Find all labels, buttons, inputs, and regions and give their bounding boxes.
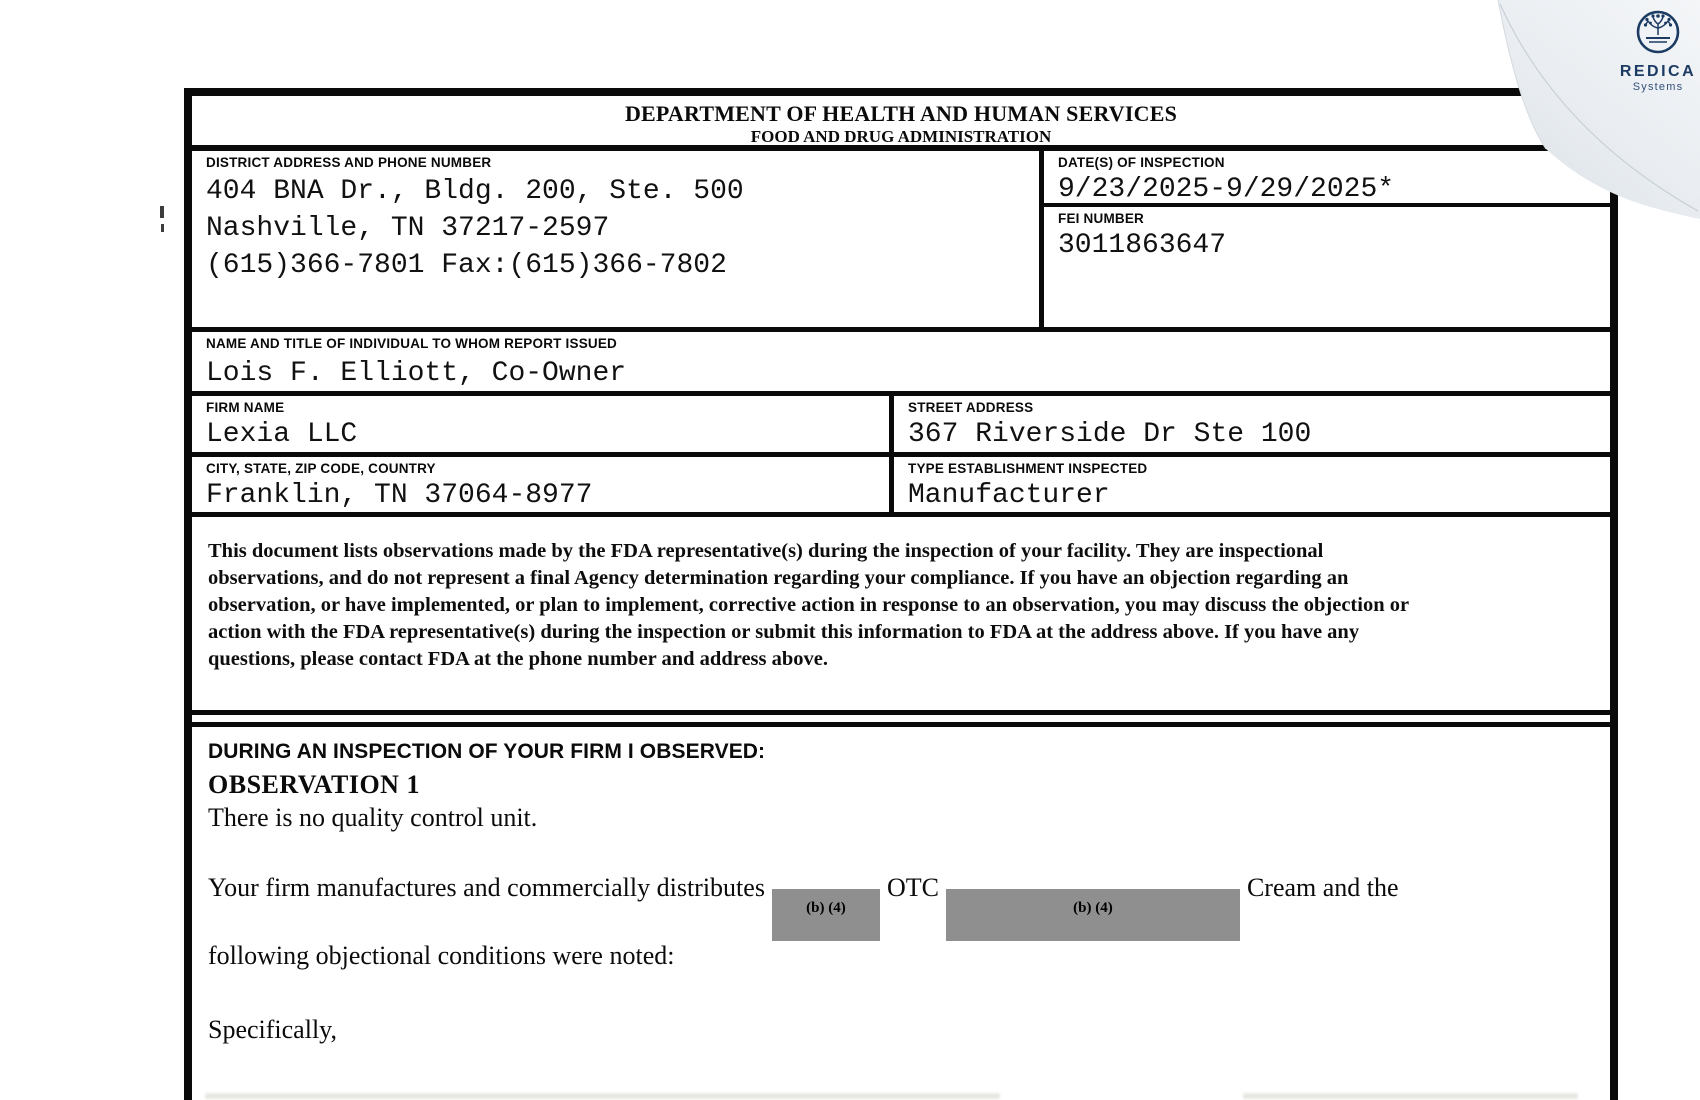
redica-wordmark: REDICA — [1619, 63, 1697, 80]
fei-number-value: 3011863647 — [1058, 230, 1227, 261]
notice-line: questions, please contact FDA at the phone number and address above. — [208, 648, 829, 670]
cropped-next-line — [1243, 1093, 1578, 1099]
notice-line: action with the FDA representative(s) during the inspection or submit this information to FDA at the address above. If you have any — [208, 621, 1360, 643]
issued-to-value: Lois F. Elliott, Co-Owner — [206, 358, 627, 389]
field-label: TYPE ESTABLISHMENT INSPECTED — [908, 461, 1148, 476]
body-text: OTC — [886, 873, 939, 902]
notice-line: This document lists observations made by the FDA representative(s) during the inspection of your facility. They are inspectional — [208, 540, 1324, 562]
field-label: FIRM NAME — [206, 400, 285, 415]
district-address-line: (615)366-7801 Fax:(615)366-7802 — [206, 250, 727, 281]
redaction-box — [772, 889, 880, 941]
observations-section — [192, 722, 1610, 1045]
sub-agency-title: FOOD AND DRUG ADMINISTRATION — [750, 127, 1052, 146]
observations-intro: DURING AN INSPECTION OF YOUR FIRM I OBSERVED: — [208, 740, 766, 763]
row-firm-street — [192, 396, 1610, 457]
establishment-type-cell — [894, 457, 1610, 512]
agency-title: DEPARTMENT OF HEALTH AND HUMAN SERVICES — [624, 101, 1178, 126]
redaction-box — [946, 889, 1240, 941]
district-address-line: 404 BNA Dr., Bldg. 200, Ste. 500 — [206, 176, 744, 207]
notice-line: observation, or have implemented, or plan to implement, corrective action in response to an observation, you may discuss the objection or — [208, 594, 1410, 616]
field-label: DISTRICT ADDRESS AND PHONE NUMBER — [206, 155, 492, 170]
observation-body-line: following objectional conditions were noted: — [208, 941, 675, 970]
issued-to-cell — [192, 332, 1610, 396]
district-address-cell — [192, 151, 1044, 327]
establishment-type-value: Manufacturer — [908, 480, 1110, 511]
field-label: DATE(S) OF INSPECTION — [1058, 155, 1225, 170]
inspectional-notice-paragraph — [192, 517, 1610, 715]
row-district-dates — [192, 151, 1610, 332]
observation-1-title: OBSERVATION 1 — [208, 770, 420, 799]
firm-name-cell — [192, 396, 894, 452]
section-divider-gap — [192, 715, 1610, 722]
redica-tree-icon — [1634, 8, 1682, 56]
scan-artifact — [160, 206, 164, 218]
field-label: STREET ADDRESS — [908, 400, 1034, 415]
field-label: NAME AND TITLE OF INDIVIDUAL TO WHOM REPORT ISSUED — [206, 336, 618, 351]
field-label: CITY, STATE, ZIP CODE, COUNTRY — [206, 461, 436, 476]
city-state-zip-cell — [192, 457, 894, 512]
observation-1-text: There is no quality control unit. — [208, 803, 538, 832]
district-address-line: Nashville, TN 37217-2597 — [206, 213, 610, 244]
inspection-dates-value: 9/23/2025-9/29/2025* — [1058, 174, 1395, 205]
fda-483-document — [184, 88, 1618, 1100]
body-text: Cream and the — [1246, 873, 1399, 902]
cropped-next-line — [205, 1093, 1000, 1099]
redica-systems-logo — [1606, 8, 1700, 93]
notice-line: observations, and do not represent a final Agency determination regarding your compliance. If you have an objection regarding an — [208, 567, 1349, 589]
redaction-label: (b) (4) — [806, 900, 846, 916]
body-text: Your firm manufactures and commercially distributes — [208, 873, 765, 902]
firm-name-value: Lexia LLC — [206, 419, 358, 450]
specifically-text: Specifically, — [208, 1015, 337, 1044]
street-address-cell — [894, 396, 1610, 452]
observation-body-line — [208, 873, 1594, 941]
redaction-label: (b) (4) — [1073, 900, 1113, 916]
street-address-value: 367 Riverside Dr Ste 100 — [908, 419, 1312, 450]
field-label: FEI NUMBER — [1058, 211, 1144, 226]
row-city-type — [192, 457, 1610, 517]
redica-tagline: Systems — [1632, 81, 1684, 93]
document-header — [192, 96, 1610, 151]
city-state-zip-value: Franklin, TN 37064-8977 — [206, 480, 593, 511]
scan-artifact — [161, 224, 164, 232]
